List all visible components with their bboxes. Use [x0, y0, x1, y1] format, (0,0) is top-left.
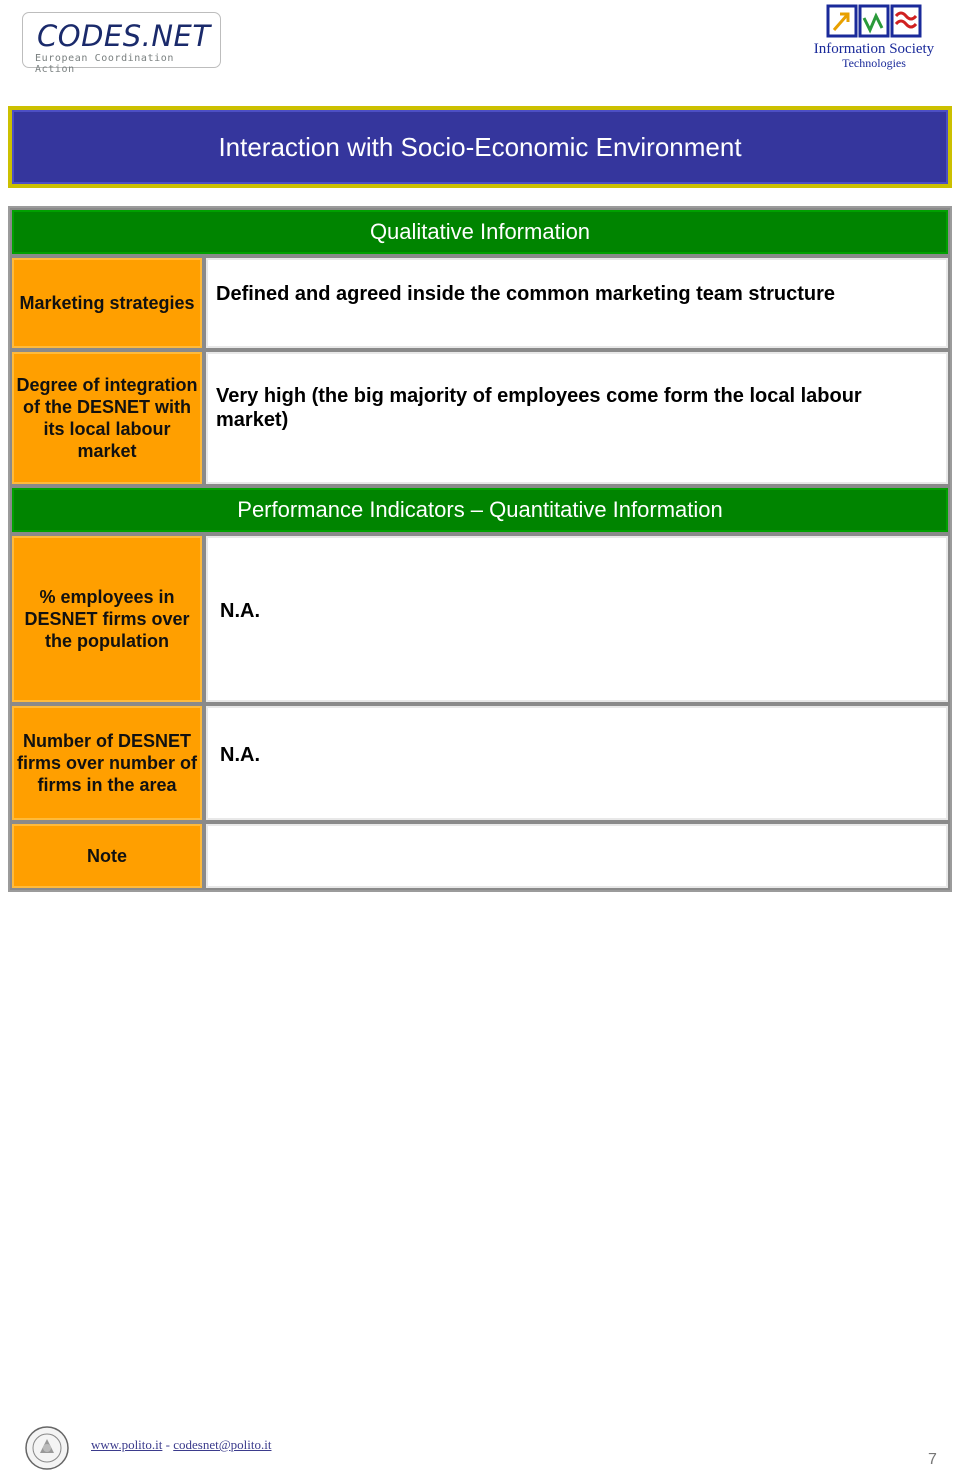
row-value-text: Defined and agreed inside the common marketing team structure: [216, 283, 836, 305]
info-table: [8, 206, 952, 892]
row-label-text: % employees in DESNET firms over the population: [24, 587, 190, 651]
row-label-text: Note: [87, 846, 127, 866]
codesnet-logo: [22, 12, 221, 75]
row-value-note: [206, 824, 948, 888]
row-value-text: Very high (the big majority of employees come form the local labour market): [216, 385, 862, 431]
section-title-qualitative: Qualitative Information: [369, 219, 591, 244]
title-banner: [8, 106, 952, 188]
page-number: 7: [928, 1451, 937, 1468]
ist-logo-line2: Technologies: [842, 56, 906, 70]
footer-links: [91, 1437, 272, 1453]
email-link[interactable]: codesnet@polito.it: [173, 1437, 272, 1452]
polito-seal-icon: [24, 1425, 70, 1471]
ist-logo-line1: Information Society: [813, 41, 935, 57]
row-value-employees-share: [206, 536, 948, 702]
row-value-labour-integration: [206, 352, 948, 484]
row-label-marketing-strategies: [12, 258, 202, 348]
row-value-marketing-strategies: [206, 258, 948, 348]
row-label-firms-share: [12, 706, 202, 820]
ist-logo: [806, 2, 942, 70]
row-value-firms-share: [206, 706, 948, 820]
section-title-quantitative: Performance Indicators – Quantitative Information: [237, 497, 723, 522]
row-label-text: Degree of integration of the DESNET with its local labour market: [16, 375, 198, 461]
codesnet-logo-tagline: European Coordination Action: [35, 53, 175, 75]
row-label-note: [12, 824, 202, 888]
website-link[interactable]: www.polito.it: [91, 1437, 163, 1452]
row-value-text: N.A.: [220, 600, 260, 622]
section-header-quantitative: [12, 488, 948, 532]
section-header-qualitative: [12, 210, 948, 254]
row-label-labour-integration: [12, 352, 202, 484]
ist-logo-icon: [826, 4, 922, 40]
codesnet-logo-name: CODES.NET: [37, 19, 211, 53]
page-title: Interaction with Socio-Economic Environment: [218, 131, 742, 162]
footer-separator: -: [162, 1437, 174, 1452]
row-label-text: Number of DESNET firms over number of firms in the area: [16, 731, 198, 795]
row-label-text: Marketing strategies: [19, 293, 195, 313]
row-label-employees-share: [12, 536, 202, 702]
row-value-text: N.A.: [220, 744, 260, 766]
